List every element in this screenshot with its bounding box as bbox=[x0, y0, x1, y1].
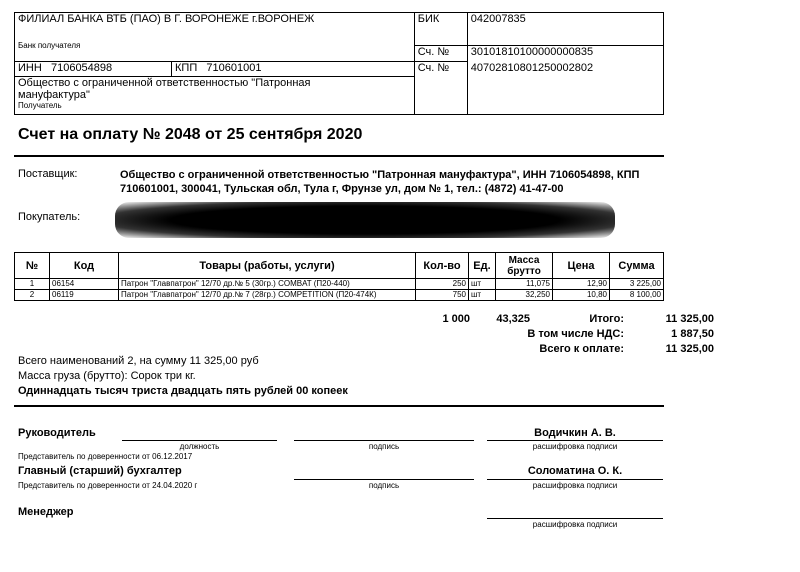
title-divider bbox=[14, 155, 664, 157]
cell-goods: Патрон "Главпатрон" 12/70 др.№ 7 (28гр.) COMPETITION (П20-474К) bbox=[119, 290, 416, 301]
col-num: № bbox=[15, 253, 50, 279]
col-mass: Масса брутто bbox=[496, 253, 553, 279]
buyer-redaction bbox=[115, 202, 615, 238]
table-row bbox=[15, 279, 664, 290]
recipient-label: Получатель bbox=[18, 101, 62, 110]
cell-unit: шт bbox=[469, 279, 496, 290]
cell-price: 12,90 bbox=[553, 279, 610, 290]
col-price: Цена bbox=[553, 253, 610, 279]
supplier-label: Поставщик: bbox=[18, 168, 78, 180]
bank-name-cell bbox=[15, 13, 415, 62]
recipient-bank-label: Банк получателя bbox=[18, 41, 81, 50]
inn-label: ИНН bbox=[18, 62, 42, 74]
vat-label: В том числе НДС: bbox=[527, 328, 624, 340]
cell-qty: 250 bbox=[416, 279, 469, 290]
bik-label: БИК bbox=[414, 13, 467, 46]
total-value: 11 325,00 bbox=[665, 313, 714, 325]
buyer-label: Покупатель: bbox=[18, 211, 81, 223]
summary-items: Всего наименований 2, на сумму 11 325,00 руб bbox=[18, 355, 259, 367]
kpp-value: 710601001 bbox=[206, 62, 262, 74]
cell-goods: Патрон "Главпатрон" 12/70 др.№ 5 (30гр.) COMBAT (П20-440) bbox=[119, 279, 416, 290]
kpp-cell bbox=[172, 62, 415, 77]
corr-label: Сч. № bbox=[414, 46, 467, 62]
pay-label: Всего к оплате: bbox=[539, 343, 624, 355]
account-value: 40702810801250002802 bbox=[467, 62, 663, 115]
corr-value: 30101810100000000835 bbox=[467, 46, 663, 62]
summary-amount-words: Одиннадцать тысяч триста двадцать пять рублей 00 копеек bbox=[18, 385, 348, 397]
col-unit: Ед. bbox=[469, 253, 496, 279]
total-qty: 1 000 bbox=[442, 313, 470, 325]
col-sum: Сумма bbox=[610, 253, 664, 279]
recipient-name: Общество с ограниченной ответственностью "Патронная мануфактура" bbox=[18, 77, 311, 101]
decode-caption-3: расшифровка подписи bbox=[532, 520, 618, 529]
decode-caption-2: расшифровка подписи bbox=[532, 481, 618, 490]
cell-num: 2 bbox=[15, 290, 50, 301]
inn-cell bbox=[15, 62, 172, 77]
items-header-row bbox=[15, 253, 664, 279]
total-mass: 43,325 bbox=[496, 313, 530, 325]
cell-price: 10,80 bbox=[553, 290, 610, 301]
accountant-label: Главный (старший) бухгалтер bbox=[18, 465, 182, 477]
cell-unit: шт bbox=[469, 290, 496, 301]
col-code: Код bbox=[50, 253, 119, 279]
cell-sum: 3 225,00 bbox=[610, 279, 664, 290]
supplier-details: Общество с ограниченной ответственностью "Патронная мануфактура", ИНН 7106054898, КПП 710601001, 300041, Тульская обл, Тула г, Фрунзе ул, дом № 1, тел.: (4872) 41-47-00 bbox=[120, 169, 640, 195]
accountant-signature-line bbox=[294, 479, 474, 480]
manager-label: Менеджер bbox=[18, 506, 74, 518]
rep1-note: Представитель по доверенности от 06.12.2017 bbox=[18, 452, 193, 461]
bank-details-table bbox=[14, 12, 664, 115]
col-goods: Товары (работы, услуги) bbox=[119, 253, 416, 279]
accountant-name: Соломатина О. К. bbox=[527, 465, 623, 477]
pay-value: 11 325,00 bbox=[665, 343, 714, 355]
kpp-label: КПП bbox=[175, 62, 198, 74]
signature-caption: подпись bbox=[368, 442, 400, 451]
signature-caption-2: подпись bbox=[368, 481, 400, 490]
vat-value: 1 887,50 bbox=[671, 328, 714, 340]
director-name-line bbox=[487, 440, 663, 441]
invoice-title: Счет на оплату № 2048 от 25 сентября 2020 bbox=[18, 126, 363, 143]
cell-code: 06154 bbox=[50, 279, 119, 290]
cell-code: 06119 bbox=[50, 290, 119, 301]
rep2-note: Представитель по доверенности от 24.04.2020 г bbox=[18, 481, 198, 490]
cell-mass: 11,075 bbox=[496, 279, 553, 290]
bank-name: ФИЛИАЛ БАНКА ВТБ (ПАО) В Г. ВОРОНЕЖЕ г.ВОРОНЕЖ bbox=[18, 13, 315, 25]
recipient-cell bbox=[15, 77, 415, 115]
cell-sum: 8 100,00 bbox=[610, 290, 664, 301]
director-label: Руководитель bbox=[18, 427, 96, 439]
cell-mass: 32,250 bbox=[496, 290, 553, 301]
position-caption: должность bbox=[179, 442, 220, 451]
decode-caption: расшифровка подписи bbox=[532, 442, 618, 451]
cell-qty: 750 bbox=[416, 290, 469, 301]
director-position-line bbox=[122, 440, 277, 441]
director-name: Водичкин А. В. bbox=[534, 427, 616, 439]
inn-value: 7106054898 bbox=[50, 62, 113, 74]
bik-value: 042007835 bbox=[467, 13, 663, 46]
cell-num: 1 bbox=[15, 279, 50, 290]
director-signature-line bbox=[294, 440, 474, 441]
items-table bbox=[14, 252, 664, 301]
summary-divider bbox=[14, 405, 664, 407]
table-row bbox=[15, 290, 664, 301]
summary-mass: Масса груза (брутто): Сорок три кг. bbox=[18, 370, 196, 382]
accountant-name-line bbox=[487, 479, 663, 480]
col-qty: Кол-во bbox=[416, 253, 469, 279]
account-label: Сч. № bbox=[414, 62, 467, 115]
manager-name-line bbox=[487, 518, 663, 519]
total-label: Итого: bbox=[589, 313, 624, 325]
